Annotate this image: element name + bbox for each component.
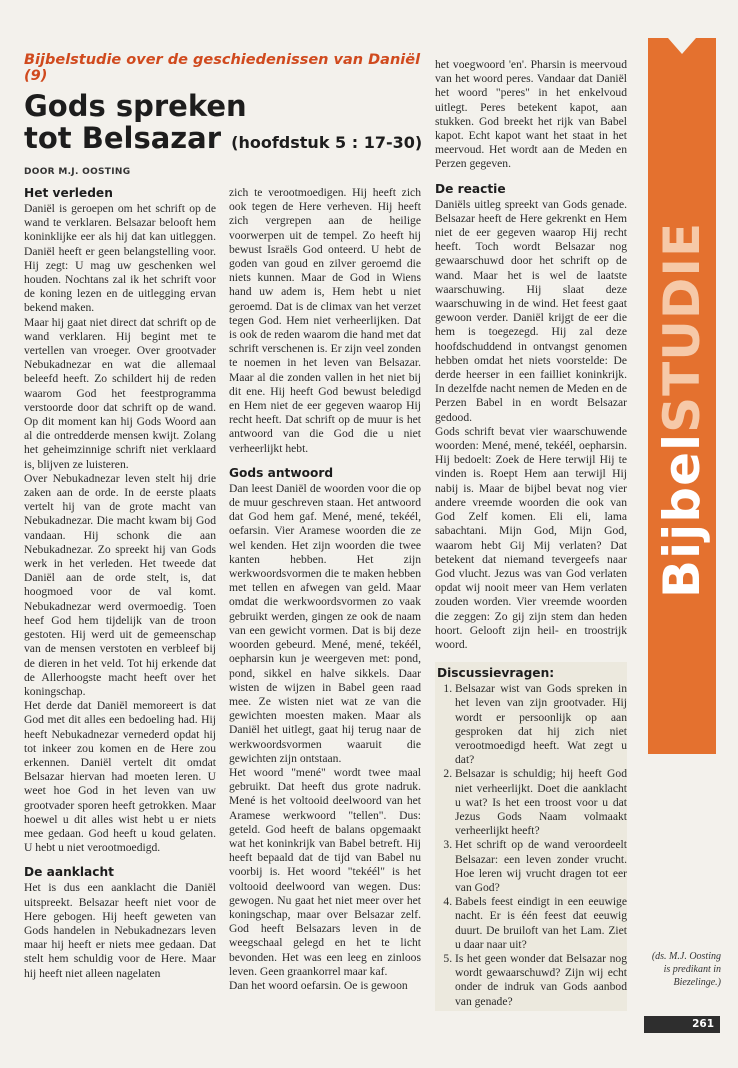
discussion-box [435, 662, 627, 1011]
title-line-1: Gods spreken [24, 89, 247, 123]
sidebar-label-part2: STUDIE [653, 222, 711, 434]
book-notch-icon [648, 38, 716, 68]
author-byline: DOOR M.J. OOSTING [24, 167, 131, 177]
paragraph: Gods schrift bevat vier waarschuwende woorden: Mené, mené, tekéél, oepharsin. Hij bedoelt: Zoek de Here terwijl Hij te vinden is. Roept Hem aan terwijl Hij nabij is. Maar de bijbel bevat nog vier andere vreemde woorden die ook van God Zelf komen. Eli eli, lama sabachtani. Mijn God, Mijn God, waarom hebt Gij Mij verlaten? Dat betekent dat niemand tevergeefs naar God vlucht. Jezus was van God verlaten opdat wij nooit meer van Hem verlaten zouden worden. Vier vreemde woorden die zeggen: Zo gij zijn stem dan heden hoort. Gelooft zijn heil- en troostrijk woord. [435, 424, 627, 651]
article-title [24, 90, 424, 159]
paragraph: Daniëls uitleg spreekt van Gods genade. Belsazar heeft de Here gekrenkt en Hem niet de eer gegeven waarop Hij recht heeft. Toch wordt Belsazar nog gewaarschuwd door het schrift op de wand. Maar het is wel de laatste waarschuwing. Hij slaat deze waarschuwing in de wind. Het feest gaat gewoon verder. Daniël krijgt de eer die hem is toegezegd. Hij zal deze hoofdschuddend in ontvangst genomen hebben omdat het niets voorstelde: De derde heerser in een failliet koninkrijk. In dezelfde nacht nemen de Meden en de Perzen Babel in en wordt Belsazar gedood. [435, 197, 627, 424]
caption-line: Biezelinge.) [673, 977, 721, 988]
paragraph: Het is dus een aanklacht die Daniël uitspreekt. Belsazar heeft niet voor de Here gebogen. Hij heeft geweten van Gods handelen in Nebukadnezars leven maar hij heeft er niets mee gedaan. Dat stelt hem schuldig voor de Here. Maar hij heeft niet alleen nagelaten [24, 881, 216, 980]
discussion-question: 2. Belsazar is schuldig; hij heeft God niet verheerlijkt. Doet die aanklacht u wat? Is het een troost voor u dat Jezus Gods Naam volmaakt verheerlijkt heeft? [455, 767, 627, 838]
paragraph: Maar hij gaat niet direct dat schrift op de wand verklaren. Hij begint met te vertellen van vroeger. Over grootvader Nebukadnezar en wat die allemaal beleefd heeft. Zo schildert hij de reden waarom God het feestprogramma verstoorde door dat schrift op de wand. Op dit moment kan hij Gods Woord aan al die ontredderde mensen kwijt. Zolang het geheimzinnige schrift niet verklaard is, blijven ze luisteren. [24, 315, 216, 471]
paragraph: Daniël is geroepen om het schrift op de wand te verklaren. Belsazar belooft hem koninklijke eer als hij dat kan uitleggen. Daniël heeft er geen belangstelling voor. Hij zegt: U mag uw geschenken wel houden. Nochtans zal ik het schrift voor de koning lezen en de uitlegging ervan bekend maken. [24, 202, 216, 315]
title-line-2: tot Belsazar [24, 121, 222, 155]
section-title-antwoord: Gods antwoord [229, 465, 334, 480]
discussion-question: 5. Is het geen wonder dat Belsazar nog wordt gewaarschuwd? Zijn wij echt onder de indruk van Gods aanbod van genade? [455, 952, 627, 1009]
discussion-question: 4. Babels feest eindigt in een eeuwige nacht. Er is één feest dat eeuwig duurt. De bruiloft van het Lam. Ziet u daar naar uit? [455, 895, 627, 952]
section-sidebar [648, 38, 716, 754]
series-title: Bijbelstudie over de geschiedenissen van Daniël (9) [24, 52, 421, 84]
page-number: 261 [644, 1016, 720, 1033]
caption-line: (ds. M.J. Oosting [651, 951, 721, 962]
paragraph: het voegwoord 'en'. Pharsin is meervoud van het woord peres. Vandaar dat Daniël het woord "peres" in het enkelvoud uitlegt. Peres betekent kapot, aan stukken. God breekt het rijk van Babel kapot. Echt kapot want het staat in het meervoud. Het wordt aan de Meden en Perzen gegeven. [435, 58, 627, 171]
paragraph: Over Nebukadnezar leven stelt hij drie zaken aan de orde. In de eerste plaats vertelt hij van de grote macht van Nebukadnezar. Die macht kwam bij God vandaan. Hij schonk die aan Nebukadnezar. Zo spreekt hij van Gods werk in het verleden. Het tweede dat Daniël aan de orde stelt, is, dat hoogmoed voor de val komt. Nebukadnezar werd overmoedig. Toen heef God hem tijdelijk van de troon gestoten. Hij werd uit de gemeenschap van de mensen verstoten en verbleef bij de dieren in het veld. Tot hij erkende dat de Allerhoogste macht heeft over het koningschap. [24, 471, 216, 698]
discussion-title: Discussievragen: [437, 666, 555, 681]
author-caption [643, 950, 721, 989]
sidebar-label [653, 222, 711, 599]
article-header [24, 52, 424, 177]
section-title-reactie: De reactie [435, 181, 506, 196]
column-3 [435, 58, 627, 1011]
paragraph: Het derde dat Daniël memoreert is dat God met dit alles een bedoeling had. Hij heeft Nebukadnezar vernederd opdat hij tot inkeer zou komen en de Here zou erkennen. Daniël vertelt dit omdat Belsazar hiervan had moeten leren. U weet hoe God in het leven van uw grootvader sporen heeft getrokken. Maar hoewel u dit alles wist hebt u er niets mee gedaan. God heeft u koud gelaten. U hebt u niet verootmoedigd. [24, 699, 216, 855]
discussion-list [437, 682, 627, 1009]
paragraph: zich te verootmoedigen. Hij heeft zich ook tegen de Here verheven. Hij heeft zich vergrepen aan de heilige voorwerpen uit de tempel. Zo heeft hij bewust Israëls God onteerd. U hebt de goden van goud en zilver geroemd die niets kunnen. Maar de God in Wiens hand uw adem is, Hem hebt u niet geroemd. Dat is de climax van het verzet tegen God. Hem niet verheerlijken. Dat is ook de reden waarom die hand met dat schrift verschenen is. Er zijn veel zonden te noemen in het leven van Belsazar. Maar al die zonden vallen in het niet bij dit ene. Hij heeft God bewust beledigd en Hem niet de eer gegeven waarop Hij recht heeft. Dat schrift op de muur is het antwoord van die God die u niet verheerlijkt hebt. [229, 186, 421, 455]
column-1 [24, 186, 216, 981]
discussion-question: 1. Belsazar wist van Gods spreken in het leven van zijn grootvader. Hij wordt er persoonlijk op aan gesproken dat hij zich niet verootmoedigd heeft. Wat zegt u dat? [455, 682, 627, 767]
discussion-question: 3. Het schrift op de wand veroordeelt Belsazar: een leven zonder vrucht. Hoe leren wij vrucht dragen tot eer van God? [455, 838, 627, 895]
paragraph: Dan leest Daniël de woorden voor die op de muur geschreven staan. Het antwoord dat God hem gaf. Mené, mené, tekéél, oefarsin. Vier Aramese woorden die ze wel kenden. Het zijn woorden die twee kanten hebben. Het zijn werkwoordsvormen die te maken hebben met tellen en afwegen van geld. Maar omdat die werkwoordsvormen zo vaak gebruikt werden, gingen ze ook de naam van een gewicht vormen. Dat is bij deze woorden gebeurd. Mené, mené, tekéél, oepharsin kun je weergeven met: pond, pond, sikkel en halve sikkels. Daar wisten de wijzen in Babel geen raad mee. Ze wisten niet wat ze van die gewichten moesten maken. Maar als Daniël het uitlegt, gaat hij terug naar de werkwoordsvormen waaruit die gewichten zijn ontstaan. [229, 481, 421, 765]
sidebar-label-part1: Bijbel [653, 433, 711, 599]
section-title-verleden: Het verleden [24, 186, 113, 200]
column-2 [229, 186, 421, 993]
paragraph: Het woord "mené" wordt twee maal gebruikt. Dat heeft dus grote nadruk. Mené is het voltooid deelwoord van het Aramese werkwoord "tellen". Dus: geteld. God heeft de balans opgemaakt wat het koninkrijk van Babel betreft. Hij heeft bepaald dat de tijd van Babel nu voorbij is. Het woord "tekéél" is het voltooid deelwoord van wegen. Dus: gewogen. Nu gaat het niet meer over het koningschap, maar over Belsazar zelf. God heeft Belsazars leven in de weegschaal gelegd en het te licht bevonden. Het was een leeg en zinloos leven. Geen graankorrel maar kaf. [229, 765, 421, 978]
paragraph: Dan het woord oefarsin. Oe is gewoon [229, 978, 408, 992]
title-reference: (hoofdstuk 5 : 17-30) [231, 133, 423, 152]
section-title-aanklacht: De aanklacht [24, 865, 114, 880]
caption-line: is predikant in [663, 964, 721, 975]
